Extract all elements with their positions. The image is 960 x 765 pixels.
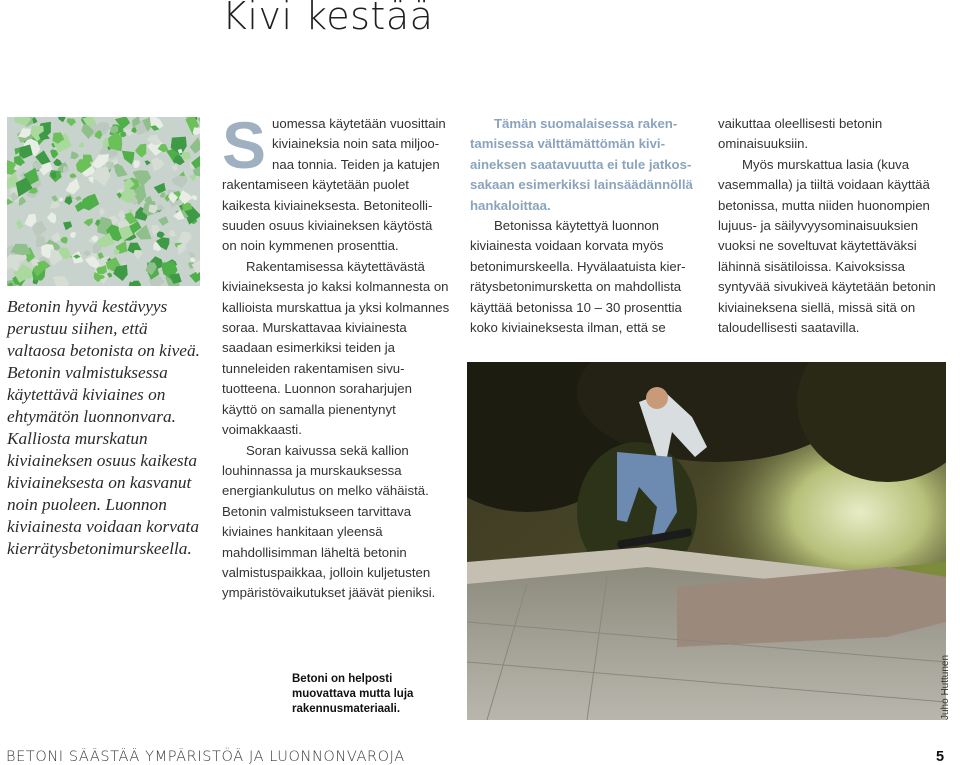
drop-cap: S bbox=[222, 108, 267, 182]
side-caption bbox=[7, 296, 202, 560]
photo-caption: Betoni on helposti muovattava mutta luja rakennusmateriaali. bbox=[292, 673, 414, 715]
footer-title: BETONI SÄÄSTÄÄ YMPÄRISTÖÄ JA LUONNONVAROJA bbox=[6, 749, 405, 765]
col1-paragraph: Rakentamisessa käytettävästä kiviaineksesta jo kaksi kolmannesta on kallioista murskattua ja yksi kolmannes soraa. Murskattavaa kiviainesta saadaan esimerkiksi teiden ja tunneleiden rakentamisen sivutuotteena. Luonnon soraharjujen käyttö on samalla pienentynyt voimakkaasti. bbox=[222, 258, 450, 438]
photo-credit: Juho Huttunen bbox=[940, 654, 951, 720]
skateboarder-photo bbox=[467, 362, 946, 720]
col3-paragraph: vaikuttaa oleellisesti betonin ominaisuuksiin. bbox=[718, 116, 883, 152]
col2-paragraph: Betonissa käytettyä luonnon kiviainesta voidaan korvata myös betonimurskeella. Hyvälaatuista kierrätysbetonimursketta on mahdollista käyttää betonissa 10 – 30 prosenttia koko kiviaineksesta ilman, että se bbox=[470, 218, 686, 336]
side-caption-text: Betonin hyvä kestävyys perustuu siihen, että valtaosa betonista on kiveä. Betonin valmistuksessa käytettävä kiviaines on ehtymätön luonnonvara. Kalliosta murskatun kiviaineksen osuus kaikesta kiviaineksesta on kasvanut noin puoleen. Luonnon kiviainesta voidaan korvata kierrätysbetonimurskeella. bbox=[7, 297, 200, 558]
page-number: 5 bbox=[936, 749, 945, 765]
col1-paragraph: Soran kaivussa sekä kallion louhinnassa ja murskauksessa energiankulutus on melko vähäistä. Betonin valmistukseen tarvittava kiviaines hankitaan yleensä mahdollisimman läheltä betonin valmistuspaikkaa, jolloin kuljetusten ympäristövaikutukset jäävät pieniksi. bbox=[222, 442, 436, 601]
col3-paragraph: Myös murskattua lasia (kuva vasemmalla) ja tiiltä voidaan käyttää betonissa, mutta niiden huonompien lujuus- ja säilyvyysominaisuuksien vuoksi ne soveltuvat käytettäväksi lähinnä sisätiloissa. Kaivoksissa syntyvää sivukiveä käytetään betonin kiviaineksena siellä, missä sitä on taloudellisesti saatavilla. bbox=[718, 156, 936, 336]
page-title: Kivi kestää bbox=[222, 0, 434, 38]
col1-paragraph: uomessa käytetään vuosittain kiviaineksia noin sata miljoonaa tonnia. Teiden ja katujen rakentamiseen käytetään puolet kaikesta kiviaineksesta. Betoniteollisuuden osuus kiviaineksen käytöstä on noin kymmenen prosenttia. bbox=[222, 116, 446, 254]
column-1 bbox=[222, 108, 450, 604]
crushed-glass-photo bbox=[7, 117, 200, 286]
column-3 bbox=[718, 114, 950, 338]
lead-paragraph: Tämän suomalaisessa rakentamisessa välttämättömän kiviaineksen saatavuutta ei tule jatkossakaan esimerkiksi lainsäädännöllä hankaloittaa. bbox=[470, 116, 693, 213]
column-2 bbox=[470, 114, 702, 338]
